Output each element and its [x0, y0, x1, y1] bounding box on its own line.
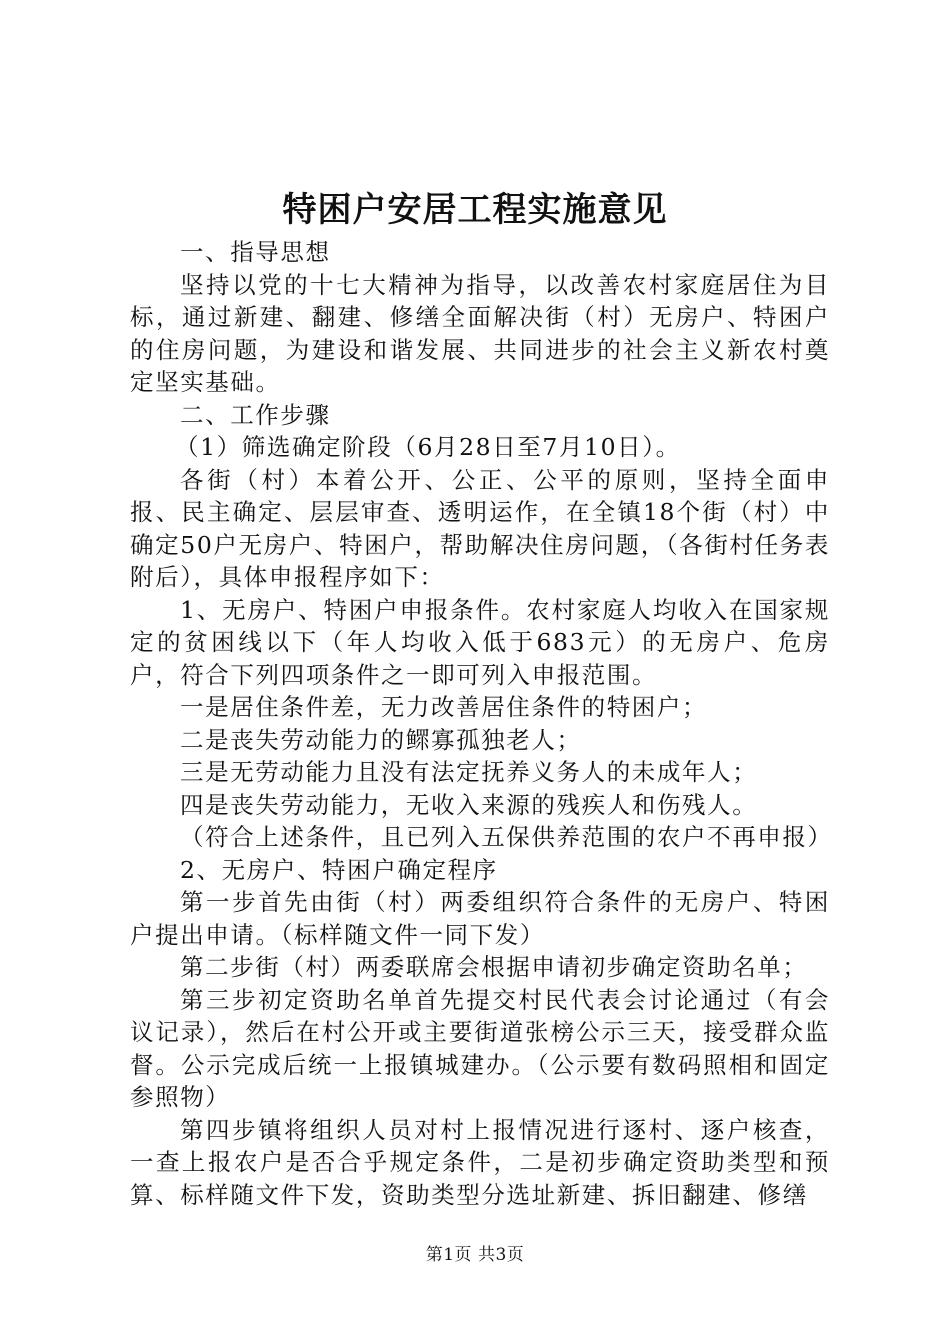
section-heading-guiding-ideology: 一、指导思想: [180, 238, 331, 266]
page-number-footer: 第1页 共3页: [425, 1245, 525, 1265]
document-body: [130, 236, 833, 1211]
paragraph-guiding-ideology: 坚持以党的十七大精神为指导，以改善农村家庭居住为目标，通过新建、翻建、修缮全面解决街（村）无房户、特困户的住房问题，为建设和谐发展、共同进步的社会主义新农村奠定坚实基础。: [130, 270, 830, 396]
subheading-determination-procedure: 2、无房户、特困户确定程序: [180, 855, 498, 884]
paragraph-step-1: 第一步首先由街（村）两委组织符合条件的无房户、特困户提出申请。（标样随文件一同下发）: [130, 888, 830, 949]
paragraph-screening-principles: 各街（村）本着公开、公正、公平的原则，坚持全面申报、民主确定、层层审查、透明运作，在全镇18个街（村）中确定50户无房户、特困户，帮助解决住房问题，（各街村任务表附后），具体申报程序如下：: [130, 465, 830, 591]
subheading-screening-stage: （1）筛选确定阶段（6月28日至7月10日）。: [175, 433, 681, 461]
paragraph-step-2: 第二步街（村）两委联席会根据申请初步确定资助名单；: [180, 953, 808, 981]
list-item-condition-1: 一是居住条件差，无力改善居住条件的特困户；: [180, 693, 708, 721]
document-title: 特困户安居工程实施意见: [282, 190, 668, 230]
paragraph-application-conditions: 1、无房户、特困户申报条件。农村家庭人均收入在国家规定的贫困线以下（年人均收入低于683元）的无房户、危房户，符合下列四项条件之一即可列入申报范围。: [130, 595, 830, 689]
paragraph-step-3: 第三步初定资助名单首先提交村民代表会讨论通过（有会议记录），然后在村公开或主要街道张榜公示三天，接受群众监督。公示完成后统一上报镇城建办。（公示要有数码照相和固定参照物）: [130, 985, 830, 1111]
list-item-condition-2: 二是丧失劳动能力的鳏寡孤独老人；: [180, 725, 582, 754]
list-item-condition-3: 三是无劳动能力且没有法定抚养义务人的未成年人；: [180, 758, 758, 786]
section-heading-work-steps: 二、工作步骤: [180, 400, 331, 429]
paragraph-step-4: 第四步镇将组织人员对村上报情况进行逐村、逐户核查，一查上报农户是否合乎规定条件，二是初步确定资助类型和预算、标样随文件下发，资助类型分选址新建、拆旧翻建、修缮: [130, 1115, 830, 1209]
list-item-condition-4: 四是丧失劳动能力，无收入来源的残疾人和伤残人。: [180, 790, 758, 819]
note-five-guarantees: （符合上述条件，且已列入五保供养范围的农户不再申报）: [180, 823, 833, 851]
